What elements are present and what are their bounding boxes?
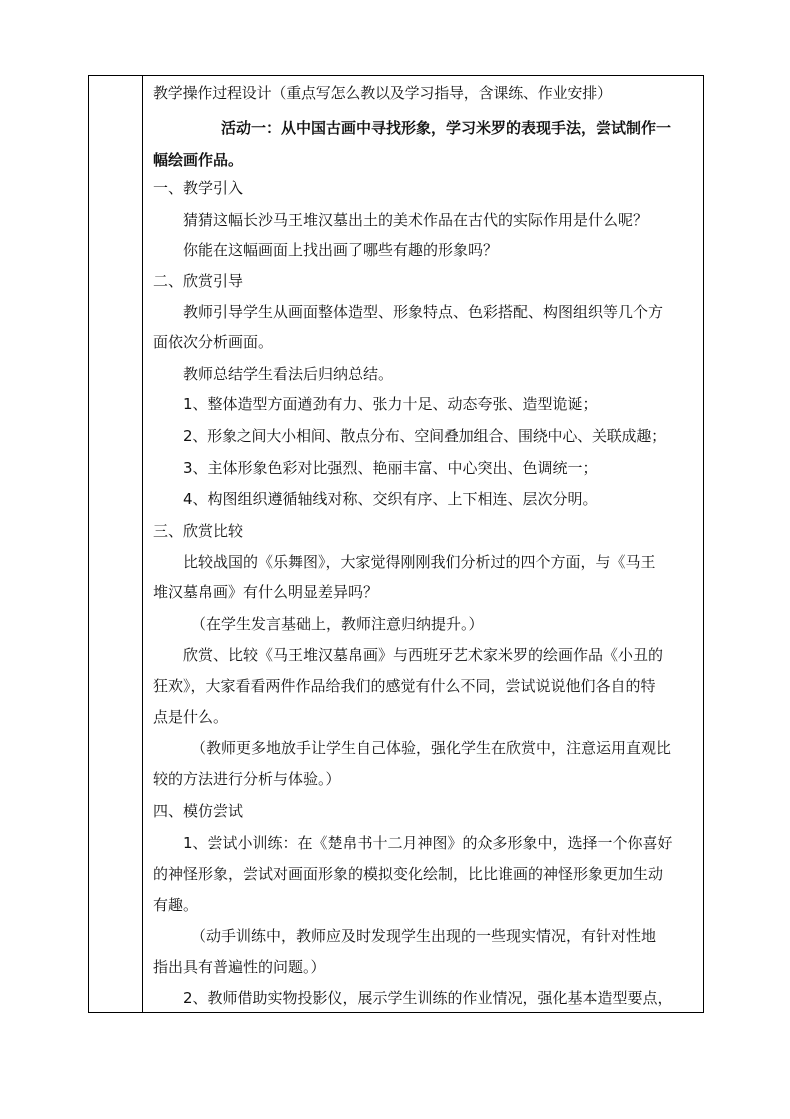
section-4-item-1-line-3: 有趣。 bbox=[153, 896, 199, 914]
section-1-title: 一、教学引入 bbox=[153, 179, 244, 197]
section-3-note-2-line-1: （教师更多地放手让学生自己体验，强化学生在欣赏中，注意运用直观比 bbox=[191, 739, 672, 757]
section-3-note-2-line-2: 较的方法进行分析与体验。） bbox=[153, 770, 341, 788]
section-2-paragraph-1-line-2: 面依次分析画面。 bbox=[153, 333, 274, 351]
section-2-item-3: 3、主体形象色彩对比强烈、艳丽丰富、中心突出、色调统一； bbox=[183, 459, 598, 477]
section-2-item-4: 4、构图组织遵循轴线对称、交织有序、上下相连、层次分明。 bbox=[183, 490, 598, 508]
section-2-item-2: 2、形象之间大小相间、散点分布、空间叠加组合、围绕中心、关联成趣； bbox=[183, 427, 666, 445]
section-3-paragraph-2-line-1: 欣赏、比较《马王堆汉墓帛画》与西班牙艺术家米罗的绘画作品《小丑的 bbox=[183, 646, 664, 664]
section-3-title: 三、欣赏比较 bbox=[153, 522, 244, 540]
section-3-note-1: （在学生发言基础上，教师注意归纳提升。） bbox=[191, 615, 484, 633]
section-3-paragraph-2-line-3: 点是什么。 bbox=[153, 708, 229, 726]
section-1-paragraph-2: 你能在这幅画面上找出画了哪些有趣的形象吗？ bbox=[183, 241, 499, 259]
activity-title-line-2: 幅绘画作品。 bbox=[153, 151, 244, 169]
lesson-content-cell bbox=[143, 76, 703, 1012]
section-4-item-1-line-2: 的神怪形象，尝试对画面形象的模拟变化绘制，比比谁画的神怪形象更加生动 bbox=[153, 865, 664, 883]
section-3-paragraph-2-line-2: 狂欢》，大家看看两件作品给我们的感觉有什么不同，尝试说说他们各自的特 bbox=[153, 677, 656, 695]
section-header: 教学操作过程设计（重点写怎么教以及学习指导，含课练、作业安排） bbox=[153, 84, 612, 102]
section-2-paragraph-1-line-1: 教师引导学生从画面整体造型、形象特点、色彩搭配、构图组织等几个方 bbox=[183, 303, 664, 321]
section-4-item-2: 2、教师借助实物投影仪，展示学生训练的作业情况，强化基本造型要点， bbox=[183, 989, 673, 1007]
activity-title-line-1: 活动一：从中国古画中寻找形象，学习米罗的表现手法，尝试制作一 bbox=[221, 119, 672, 137]
left-label-column bbox=[89, 76, 143, 1012]
section-2-item-1: 1、整体造型方面遒劲有力、张力十足、动态夸张、造型诡诞； bbox=[183, 395, 598, 413]
section-1-paragraph-1: 猜猜这幅长沙马王堆汉墓出土的美术作品在古代的实际作用是什么呢？ bbox=[183, 211, 649, 229]
section-2-title: 二、欣赏引导 bbox=[153, 272, 244, 290]
lesson-plan-table bbox=[88, 75, 704, 1013]
section-2-paragraph-2: 教师总结学生看法后归纳总结。 bbox=[183, 365, 394, 383]
section-4-title: 四、模仿尝试 bbox=[153, 802, 244, 820]
section-3-paragraph-1-line-2: 堆汉墓帛画》有什么明显差异吗？ bbox=[153, 583, 379, 601]
section-4-item-1-line-1: 1、尝试小训练：在《楚帛书十二月神图》的众多形象中，选择一个你喜好 bbox=[183, 834, 673, 852]
section-4-note-line-2: 指出具有普遍性的问题。） bbox=[153, 958, 326, 976]
section-4-note-line-1: （动手训练中，教师应及时发现学生出现的一些现实情况，有针对性地 bbox=[191, 927, 657, 945]
section-3-paragraph-1-line-1: 比较战国的《乐舞图》，大家觉得刚刚我们分析过的四个方面，与《马王 bbox=[183, 553, 656, 571]
